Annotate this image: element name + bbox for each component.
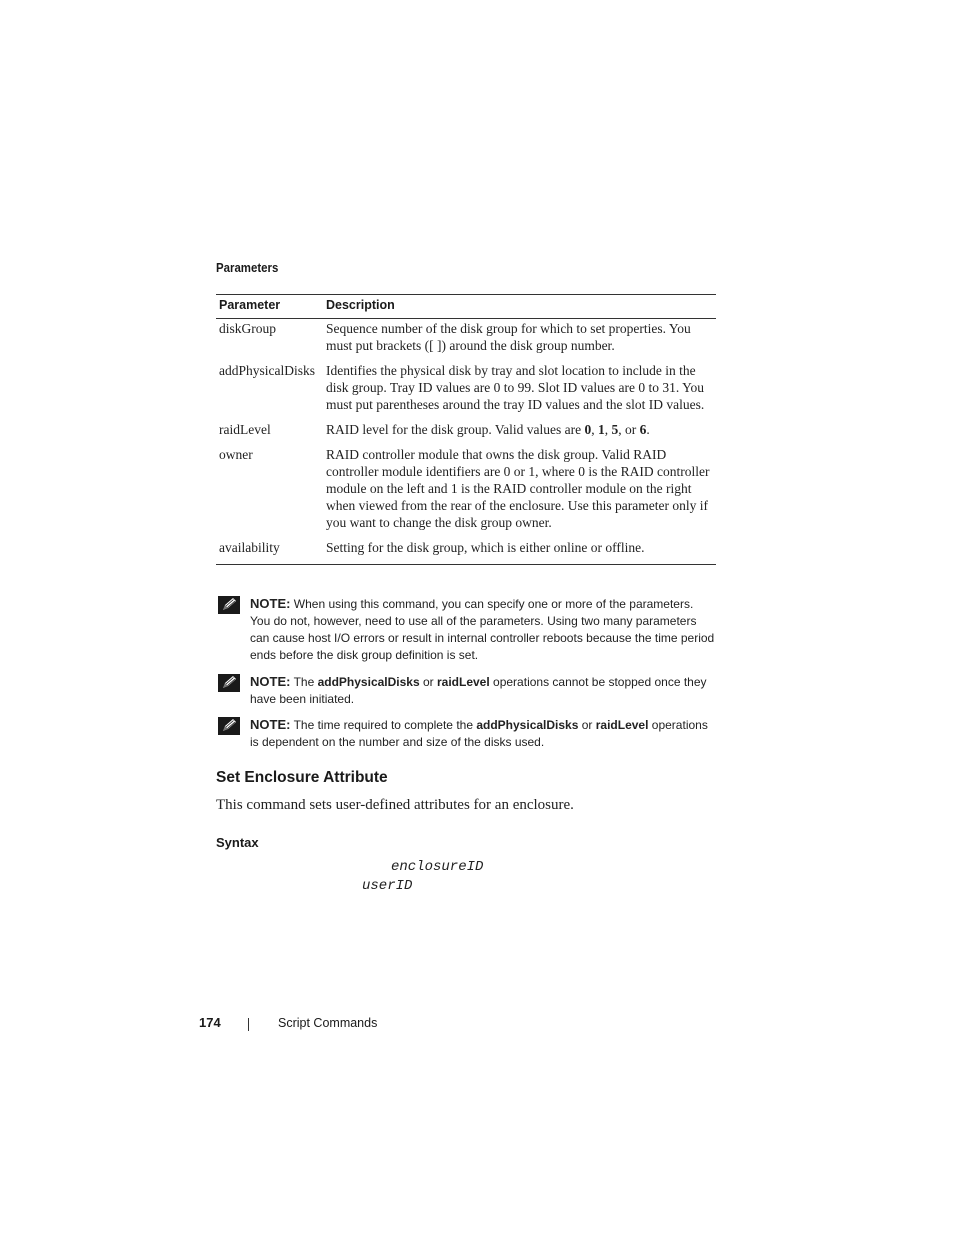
table-row bbox=[216, 319, 716, 363]
note-text: or bbox=[419, 675, 437, 689]
param-description: Setting for the disk group, which is either online or offline. bbox=[326, 540, 645, 555]
raid-sep: , or bbox=[618, 422, 640, 437]
column-header-description: Description bbox=[320, 295, 716, 319]
column-header-parameter: Parameter bbox=[216, 295, 320, 319]
table-row bbox=[216, 539, 716, 565]
param-name: diskGroup bbox=[219, 321, 276, 336]
raid-value: 5 bbox=[611, 422, 619, 437]
param-name: availability bbox=[219, 540, 280, 555]
table-row bbox=[216, 362, 716, 421]
note-pencil-icon bbox=[218, 596, 240, 614]
note-text: The bbox=[290, 675, 318, 689]
param-name: addPhysicalDisks bbox=[219, 363, 315, 378]
note-block bbox=[216, 673, 716, 708]
raidlevel-desc-prefix: RAID level for the disk group. Valid values are bbox=[326, 422, 585, 437]
param-description: RAID controller module that owns the disk group. Valid RAID controller module identifiers are 0 or 1, where 0 is the RAID controller module on the left and 1 is the RAID controller module on the right when viewed from the rear of the enclosure. Use this parameter only if you want to change the disk group owner. bbox=[326, 447, 710, 530]
raid-suffix: . bbox=[646, 422, 650, 437]
note-label: NOTE: bbox=[250, 674, 291, 689]
note-block bbox=[216, 716, 716, 751]
note-text: The time required to complete the bbox=[290, 718, 477, 732]
note-text: or bbox=[578, 718, 596, 732]
command-name: addPhysicalDisks bbox=[317, 675, 420, 689]
command-name: addPhysicalDisks bbox=[476, 718, 579, 732]
table-row bbox=[216, 446, 716, 539]
param-name: raidLevel bbox=[219, 422, 271, 437]
raid-sep: , bbox=[591, 422, 598, 437]
footer-chapter-title: Script Commands bbox=[278, 1016, 378, 1030]
section-description: This command sets user-defined attributes for an enclosure. bbox=[216, 797, 574, 813]
param-description bbox=[320, 421, 716, 446]
param-name: owner bbox=[219, 447, 253, 462]
raid-sep: , bbox=[604, 422, 612, 437]
syntax-enclosure-id: enclosureID bbox=[391, 859, 484, 875]
footer-separator bbox=[248, 1018, 249, 1031]
param-description: Identifies the physical disk by tray and slot location to include in the disk group. Tray ID values are 0 to 99. Slot ID values are 0 to 31. You must put parentheses around the tray ID values and the slot ID values. bbox=[326, 363, 705, 412]
note-text: When using this command, you can specify one or more of the parameters. You do not, however, need to use all of the parameters. Using two many parameters can cause host I/O errors or result in internal controller reboots because the time period ends before the disk group definition is set. bbox=[250, 597, 715, 662]
syntax-user-id: userID bbox=[362, 878, 413, 894]
param-description: Sequence number of the disk group for which to set properties. You must put brackets ([ ]) around the disk group number. bbox=[326, 321, 691, 353]
note-label: NOTE: bbox=[250, 717, 291, 732]
note-block bbox=[216, 595, 716, 664]
syntax-heading: Syntax bbox=[216, 835, 259, 850]
table-row bbox=[216, 421, 716, 446]
note-pencil-icon bbox=[218, 717, 240, 735]
command-name: raidLevel bbox=[437, 675, 490, 689]
parameters-table bbox=[216, 294, 716, 565]
raid-value: 6 bbox=[639, 422, 647, 437]
note-pencil-icon bbox=[218, 674, 240, 692]
note-text: operations is dependent on the number and size of the disks used. bbox=[250, 718, 708, 749]
note-text: operations cannot be stopped once they have been initiated. bbox=[250, 675, 707, 706]
section-title: Set Enclosure Attribute bbox=[216, 769, 388, 786]
raid-value: 0 bbox=[584, 422, 592, 437]
parameters-heading: Parameters bbox=[216, 260, 279, 275]
page-number: 174 bbox=[199, 1015, 221, 1030]
note-label: NOTE: bbox=[250, 596, 291, 611]
command-name: raidLevel bbox=[595, 718, 649, 732]
table-header-row bbox=[216, 295, 716, 319]
raid-value: 1 bbox=[597, 422, 605, 437]
